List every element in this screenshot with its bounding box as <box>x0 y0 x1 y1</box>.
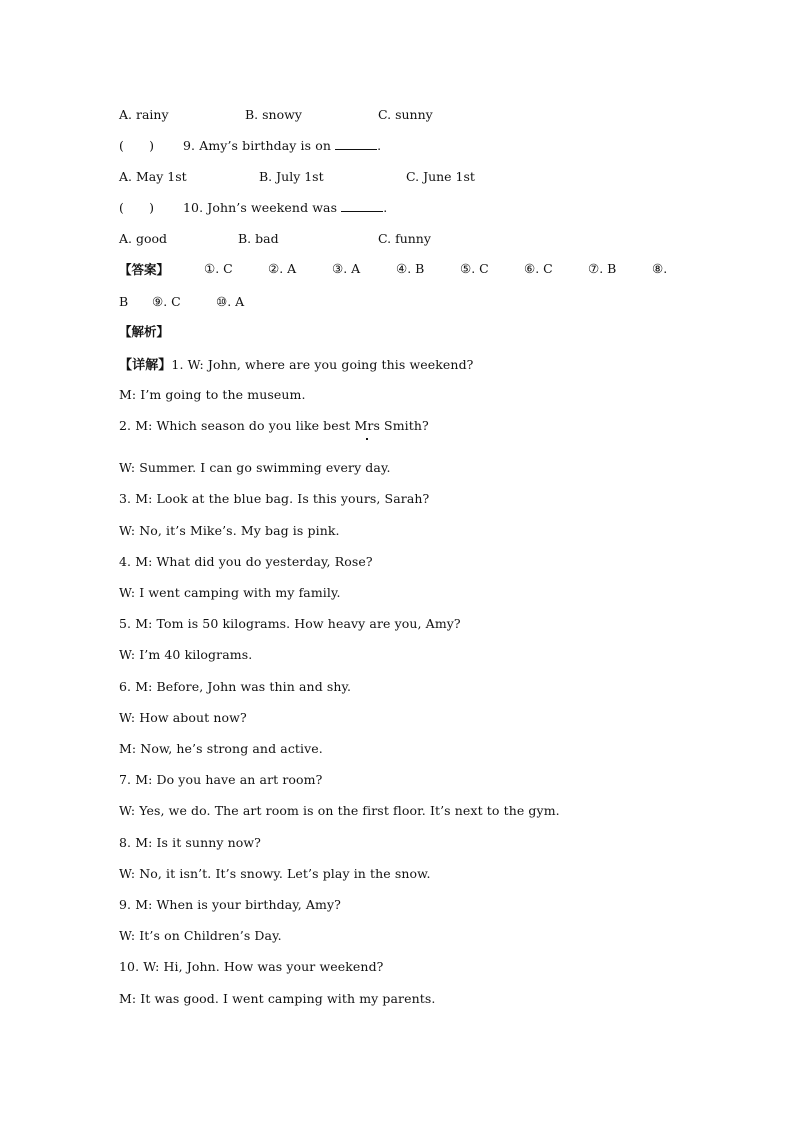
transcript-line: W: No, it’s Mike’s. My bag is pink. <box>119 523 340 538</box>
q9-end: . <box>377 138 382 153</box>
answer-item: ③. A <box>332 261 361 276</box>
transcript-line: 6. M: Before, John was thin and shy. <box>119 679 352 694</box>
transcript-line: 4. M: What did you do yesterday, Rose? <box>119 554 373 569</box>
transcript-line: 8. M: Is it sunny now? <box>119 835 261 850</box>
answer-item: B <box>119 294 129 309</box>
transcript-line: 2. M: Which season do you like best Mrs Smith? <box>119 418 429 433</box>
answer-label: 【答案】 <box>119 262 170 277</box>
transcript-line: W: Summer. I can go swimming every day. <box>119 460 391 475</box>
q10-option-c: C. funny <box>378 231 431 246</box>
transcript-line: W: Yes, we do. The art room is on the first floor. It’s next to the gym. <box>119 803 560 818</box>
transcript-line: W: I’m 40 kilograms. <box>119 647 253 662</box>
q8-option-c: C. sunny <box>378 107 433 122</box>
transcript-line: 9. M: When is your birthday, Amy? <box>119 897 341 912</box>
answer-item: ⑧. <box>652 261 668 276</box>
transcript-line: 5. M: Tom is 50 kilograms. How heavy are you, Amy? <box>119 616 461 631</box>
answer-item: ⑦. B <box>588 261 617 276</box>
transcript-line: W: No, it isn’t. It’s snowy. Let’s play in the snow. <box>119 866 431 881</box>
transcript-line: W: I went camping with my family. <box>119 585 341 600</box>
question-10 <box>119 198 387 216</box>
q10-option-b: B. bad <box>238 231 279 246</box>
answer-item: ①. C <box>204 261 233 276</box>
q8-option-b: B. snowy <box>245 107 302 122</box>
answer-item: ②. A <box>268 261 297 276</box>
transcript-line-1 <box>119 354 473 373</box>
answer-item: ⑨. C <box>152 294 181 309</box>
q10-option-a: A. good <box>119 231 168 246</box>
answer-item: ⑩. A <box>216 294 245 309</box>
answer-item: ⑥. C <box>524 261 553 276</box>
q10-answer-paren: ( ) <box>119 200 155 215</box>
transcript-line: M: Now, he’s strong and active. <box>119 741 323 756</box>
transcript-line: W: How about now? <box>119 710 247 725</box>
transcript-line: 10. W: Hi, John. How was your weekend? <box>119 959 384 974</box>
detail-label: 【详解】 <box>119 358 172 373</box>
answer-item: ⑤. C <box>460 261 489 276</box>
q9-answer-paren: ( ) <box>119 138 155 153</box>
transcript-line: 7. M: Do you have an art room? <box>119 772 323 787</box>
q9-option-b: B. July 1st <box>259 169 324 184</box>
q9-blank <box>335 139 377 150</box>
answer-item: ④. B <box>396 261 425 276</box>
q9-option-a: A. May 1st <box>119 169 187 184</box>
q8-option-a: A. rainy <box>119 107 169 122</box>
q10-text: 10. John’s weekend was <box>183 200 338 215</box>
q9-option-c: C. June 1st <box>406 169 475 184</box>
punctuation-mark <box>366 438 368 440</box>
q10-blank <box>341 201 383 212</box>
question-9 <box>119 136 381 154</box>
q10-end: . <box>383 200 388 215</box>
q9-text: 9. Amy’s birthday is on <box>183 138 332 153</box>
transcript-text: 1. W: John, where are you going this weekend? <box>171 357 474 372</box>
transcript-line: M: It was good. I went camping with my parents. <box>119 991 436 1006</box>
transcript-line: 3. M: Look at the blue bag. Is this yours, Sarah? <box>119 491 430 506</box>
transcript-line: W: It’s on Children’s Day. <box>119 928 282 943</box>
transcript-line: M: I’m going to the museum. <box>119 387 306 402</box>
analysis-label: 【解析】 <box>119 324 170 339</box>
